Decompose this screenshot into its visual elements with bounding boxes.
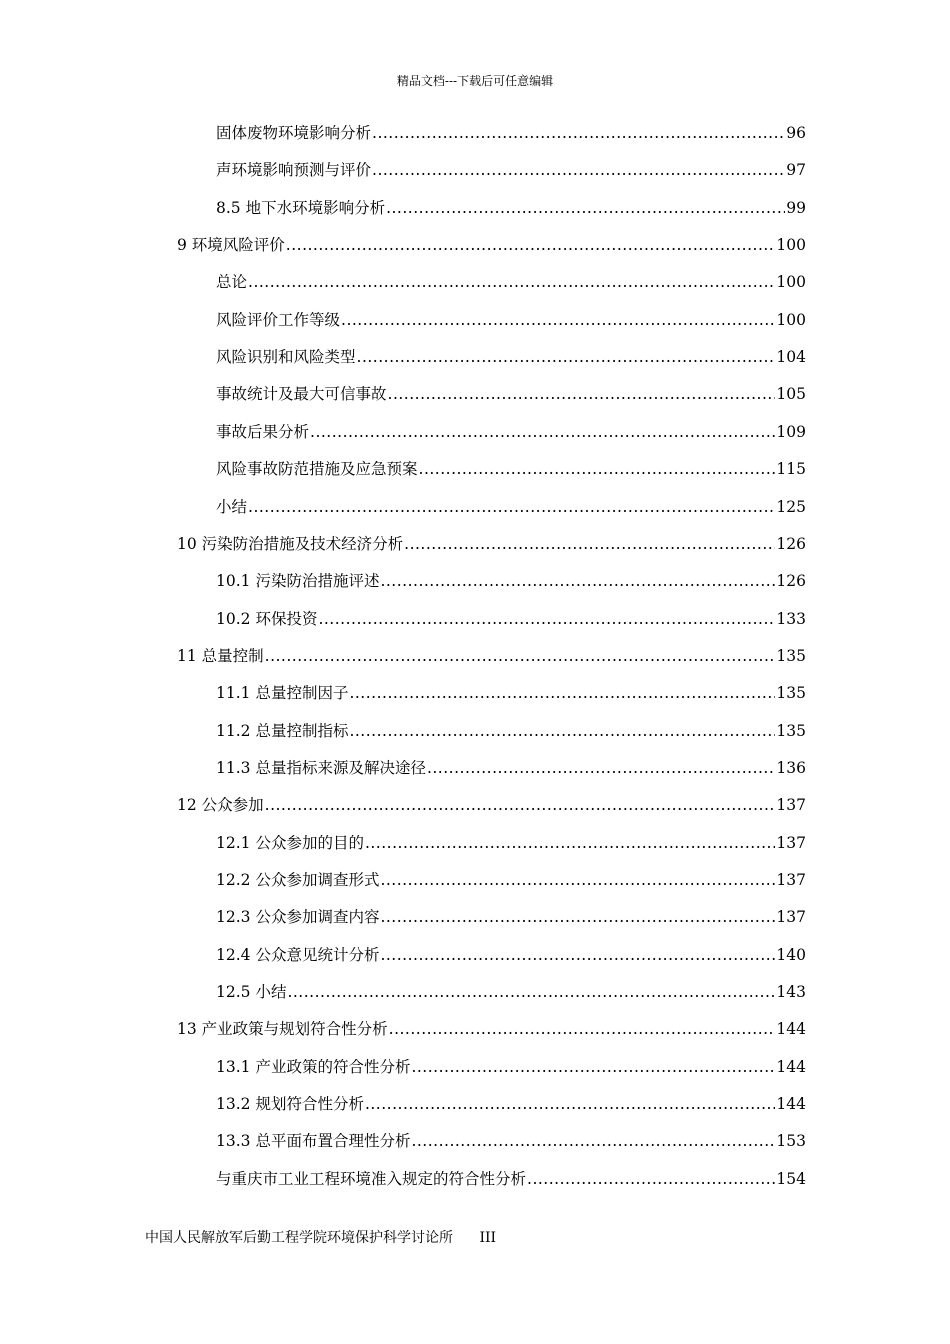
toc-entry[interactable]	[216, 1052, 806, 1082]
toc-entry-page: 144	[776, 1057, 806, 1076]
toc-entry-page: 105	[776, 385, 806, 404]
toc-entry-title: 12.3 公众参加调查内容	[216, 908, 380, 927]
toc-dot-leader	[365, 828, 775, 858]
toc-dot-leader	[389, 1014, 776, 1044]
toc-entry-title: 11.1 总量控制因子	[216, 684, 349, 703]
toc-entry-page: 154	[776, 1169, 806, 1188]
toc-entry-title: 风险事故防范措施及应急预案	[216, 460, 418, 479]
toc-entry-title: 10 污染防治措施及技术经济分析	[177, 534, 404, 553]
toc-dot-leader	[427, 753, 775, 783]
toc-entry[interactable]	[216, 1089, 806, 1119]
toc-dot-leader	[265, 790, 776, 820]
footer-page-number: III	[479, 1230, 497, 1246]
toc-entry-page: 115	[776, 460, 806, 479]
toc-entry[interactable]	[216, 753, 806, 783]
toc-entry-page: 97	[786, 161, 806, 180]
toc-dot-leader	[372, 118, 785, 148]
toc-entry[interactable]	[216, 678, 806, 708]
toc-entry[interactable]	[177, 641, 806, 671]
toc-entry[interactable]	[216, 492, 806, 522]
toc-entry-title: 13 产业政策与规划符合性分析	[177, 1020, 388, 1039]
toc-entry-title: 总论	[216, 273, 248, 292]
toc-dot-leader	[287, 977, 775, 1007]
toc-entry[interactable]	[216, 193, 806, 223]
toc-entry[interactable]	[216, 902, 806, 932]
toc-entry-title: 8.5 地下水环境影响分析	[216, 198, 386, 217]
toc-entry-page: 109	[776, 422, 806, 441]
toc-dot-leader	[357, 342, 776, 372]
toc-entry-title: 13.2 规划符合性分析	[216, 1095, 364, 1114]
toc-entry[interactable]	[216, 865, 806, 895]
toc-dot-leader	[419, 454, 776, 484]
toc-entry-page: 104	[776, 348, 806, 367]
toc-entry-page: 137	[776, 796, 806, 815]
toc-entry[interactable]	[216, 977, 806, 1007]
toc-entry-page: 143	[776, 983, 806, 1002]
toc-dot-leader	[380, 940, 775, 970]
toc-dot-leader	[248, 492, 775, 522]
toc-entry[interactable]	[177, 529, 806, 559]
toc-dot-leader	[349, 716, 775, 746]
toc-entry[interactable]	[216, 566, 806, 596]
toc-entry[interactable]	[216, 716, 806, 746]
toc-entry-title: 13.1 产业政策的符合性分析	[216, 1057, 411, 1076]
toc-entry[interactable]	[177, 790, 806, 820]
toc-entry-title: 风险评价工作等级	[216, 310, 341, 329]
footer-organization: 中国人民解放军后勤工程学院环境保护科学讨论所	[145, 1230, 453, 1246]
toc-entry-title: 11.2 总量控制指标	[216, 721, 349, 740]
toc-entry-title: 10.1 污染防治措施评述	[216, 572, 380, 591]
toc-dot-leader	[286, 230, 776, 260]
toc-entry-title: 12.4 公众意见统计分析	[216, 945, 380, 964]
toc-entry[interactable]	[216, 828, 806, 858]
toc-dot-leader	[380, 566, 775, 596]
toc-entry-page: 135	[776, 721, 806, 740]
toc-entry[interactable]	[177, 230, 806, 260]
toc-dot-leader	[527, 1164, 775, 1194]
toc-entry[interactable]	[216, 305, 806, 335]
toc-dot-leader	[318, 604, 775, 634]
toc-entry-title: 声环境影响预测与评价	[216, 161, 372, 180]
toc-entry[interactable]	[216, 155, 806, 185]
toc-entry-title: 与重庆市工业工程环境准入规定的符合性分析	[216, 1169, 527, 1188]
toc-entry-title: 9 环境风险评价	[177, 236, 285, 255]
toc-entry[interactable]	[216, 1164, 806, 1194]
toc-entry[interactable]	[216, 454, 806, 484]
toc-entry-page: 137	[776, 871, 806, 889]
toc-entry-page: 100	[776, 273, 806, 292]
toc-dot-leader	[386, 193, 785, 223]
toc-entry[interactable]	[216, 604, 806, 634]
toc-entry-title: 10.2 环保投资	[216, 609, 318, 628]
toc-entry-title: 11 总量控制	[177, 646, 264, 665]
toc-entry-title: 12.5 小结	[216, 983, 287, 1002]
toc-entry-page: 99	[786, 198, 806, 217]
page-header: 精品文档---下载后可任意编辑	[396, 74, 554, 88]
toc-entry-page: 133	[776, 609, 806, 628]
toc-entry-title: 12 公众参加	[177, 796, 264, 815]
toc-entry-page: 137	[776, 908, 806, 927]
toc-entry-title: 事故后果分析	[216, 422, 310, 441]
toc-entry[interactable]	[216, 342, 806, 372]
toc-dot-leader	[411, 1126, 775, 1156]
toc-dot-leader	[310, 417, 775, 447]
page-footer	[145, 1228, 496, 1248]
toc-entry-page: 126	[776, 572, 806, 591]
toc-entry-page: 136	[776, 758, 806, 777]
toc-entry-page: 135	[776, 646, 806, 665]
toc-entry-title: 11.3 总量指标来源及解决途径	[216, 758, 426, 777]
toc-entry-page: 126	[776, 534, 806, 553]
toc-entry[interactable]	[216, 940, 806, 970]
toc-entry-page: 140	[776, 945, 806, 964]
toc-entry-title: 12.1 公众参加的目的	[216, 833, 364, 852]
toc-entry-page: 100	[776, 236, 806, 255]
toc-entry[interactable]	[216, 1126, 806, 1156]
toc-entry[interactable]	[216, 118, 806, 148]
toc-dot-leader	[411, 1052, 775, 1082]
toc-dot-leader	[372, 155, 785, 185]
toc-dot-leader	[349, 678, 775, 708]
toc-dot-leader	[248, 267, 775, 297]
toc-entry-title: 事故统计及最大可信事故	[216, 385, 387, 404]
toc-dot-leader	[341, 305, 775, 335]
toc-entry-title: 12.2 公众参加调查形式	[216, 871, 380, 889]
toc-entry-title: 固体废物环境影响分析	[216, 124, 372, 142]
toc-entry-title: 小结	[216, 497, 248, 516]
toc-entry-title: 风险识别和风险类型	[216, 348, 356, 367]
toc-dot-leader	[365, 1089, 775, 1119]
toc-entry[interactable]	[216, 379, 806, 409]
toc-entry-page: 144	[776, 1020, 806, 1039]
toc-entry[interactable]	[216, 267, 806, 297]
toc-dot-leader	[265, 641, 776, 671]
toc-dot-leader	[404, 529, 775, 559]
toc-entry-page: 100	[776, 310, 806, 329]
toc-entry-page: 153	[776, 1132, 806, 1151]
toc-dot-leader	[380, 865, 775, 895]
toc-dot-leader	[388, 379, 776, 409]
toc-entry-page: 144	[776, 1095, 806, 1114]
toc-entry[interactable]	[216, 417, 806, 447]
toc-entry-page: 137	[776, 833, 806, 852]
toc-entry-page: 135	[776, 684, 806, 703]
toc-entry[interactable]	[177, 1014, 806, 1044]
toc-entry-page: 125	[776, 497, 806, 516]
toc-dot-leader	[380, 902, 775, 932]
toc-entry-page: 96	[786, 124, 806, 142]
toc-entry-title: 13.3 总平面布置合理性分析	[216, 1132, 411, 1151]
